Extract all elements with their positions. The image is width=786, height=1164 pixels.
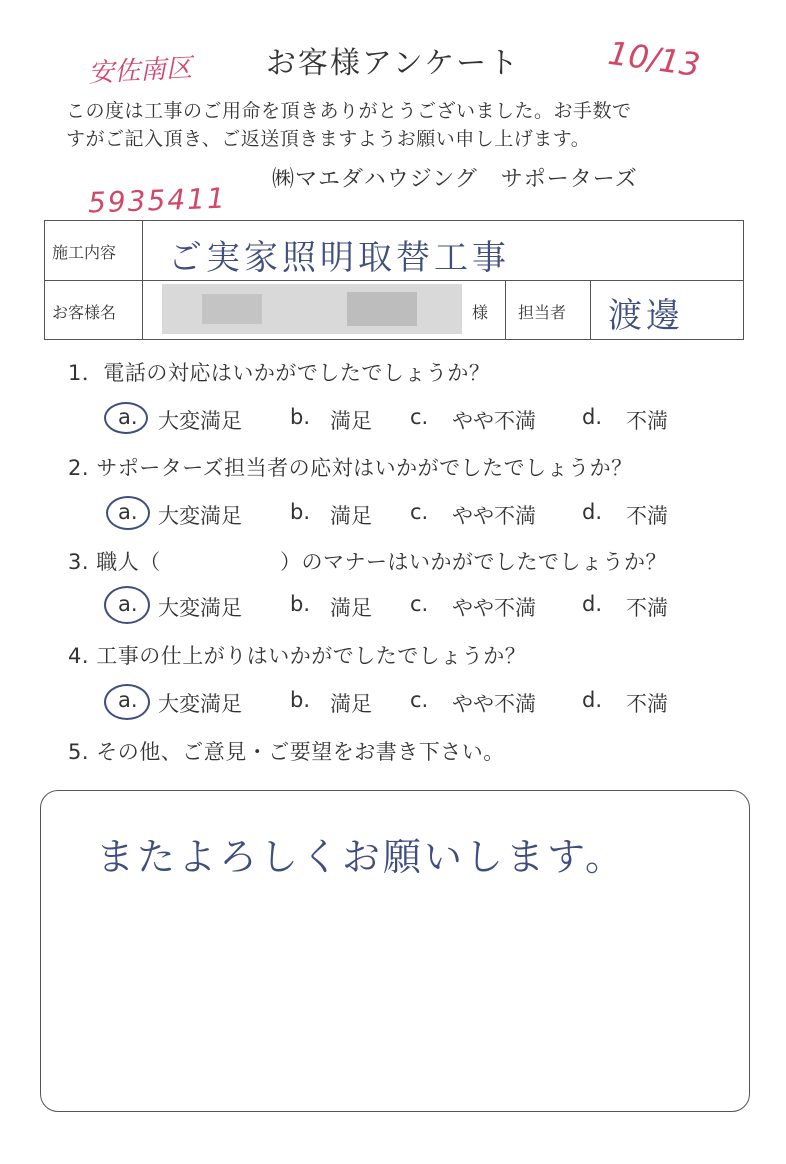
question-2: 2. サポーターズ担当者の応対はいかがでしたでしょうか？ — [68, 456, 633, 480]
comment-answer: またよろしくお願いします。 — [96, 835, 626, 879]
intro-line-1: この度は工事のご用命を頂きありがとうございました。お手数で — [66, 100, 632, 122]
staff-label: 担当者 — [518, 303, 567, 322]
option-c: やや不満 — [452, 596, 536, 620]
option-b-key: b. — [290, 405, 311, 429]
question-1: 1．電話の対応はいかがでしたでしょうか？ — [68, 361, 491, 385]
option-a: 大変満足 — [158, 692, 242, 716]
option-d: 不満 — [626, 504, 668, 528]
question-4: 4. 工事の仕上がりはいかがでしたでしょうか？ — [68, 644, 527, 668]
option-a: 大変満足 — [158, 596, 242, 620]
option-b: 満足 — [330, 692, 372, 716]
option-b: 満足 — [330, 504, 372, 528]
customer-name-redacted — [162, 284, 462, 334]
option-b: 満足 — [330, 409, 372, 433]
work-content-label: 施工内容 — [52, 243, 117, 262]
option-c-key: c. — [410, 592, 429, 616]
option-d-key: d. — [582, 688, 603, 712]
option-b-key: b. — [290, 592, 311, 616]
handwritten-number: 5935411 — [87, 181, 228, 220]
customer-name-suffix: 様 — [472, 303, 489, 322]
option-c: やや不満 — [452, 692, 536, 716]
option-d: 不満 — [626, 596, 668, 620]
option-b-key: b. — [290, 500, 311, 524]
option-a-key: a. — [118, 405, 138, 429]
option-d: 不満 — [626, 409, 668, 433]
intro-line-2: すがご記入頂き、ご返送頂きますようお願い申し上げます。 — [66, 128, 591, 150]
option-a-key: a. — [118, 688, 138, 712]
handwritten-date: 10/13 — [605, 33, 703, 85]
option-a: 大変満足 — [158, 409, 242, 433]
customer-name-label: お客様名 — [52, 303, 117, 322]
handwritten-ward: 安佐南区 — [87, 53, 193, 89]
company-name: ㈱マエダハウジング サポーターズ — [272, 167, 638, 192]
question-3-prefix: 3. 職人（ — [68, 550, 161, 574]
work-content-value: ご実家照明取替工事 — [168, 238, 510, 278]
survey-title: お客様アンケート — [265, 46, 521, 81]
question-5: 5. その他、ご意見・ご要望をお書き下さい。 — [68, 740, 505, 764]
table-divider — [44, 280, 744, 281]
option-b-key: b. — [290, 688, 311, 712]
option-d-key: d. — [582, 405, 603, 429]
question-3-suffix: ）のマナーはいかがでしたでしょうか？ — [280, 550, 667, 574]
option-c-key: c. — [410, 500, 429, 524]
option-c: やや不満 — [452, 409, 536, 433]
option-c: やや不満 — [452, 504, 536, 528]
option-d: 不満 — [626, 692, 668, 716]
option-d-key: d. — [582, 592, 603, 616]
option-c-key: c. — [410, 688, 429, 712]
table-col-divider — [505, 281, 506, 340]
option-a-key: a. — [118, 500, 138, 524]
option-b: 満足 — [330, 596, 372, 620]
option-d-key: d. — [582, 500, 603, 524]
staff-value: 渡邊 — [608, 296, 684, 336]
option-a: 大変満足 — [158, 504, 242, 528]
option-a-key: a. — [118, 592, 138, 616]
table-col-divider — [142, 220, 143, 340]
option-c-key: c. — [410, 405, 429, 429]
table-col-divider — [590, 281, 591, 340]
